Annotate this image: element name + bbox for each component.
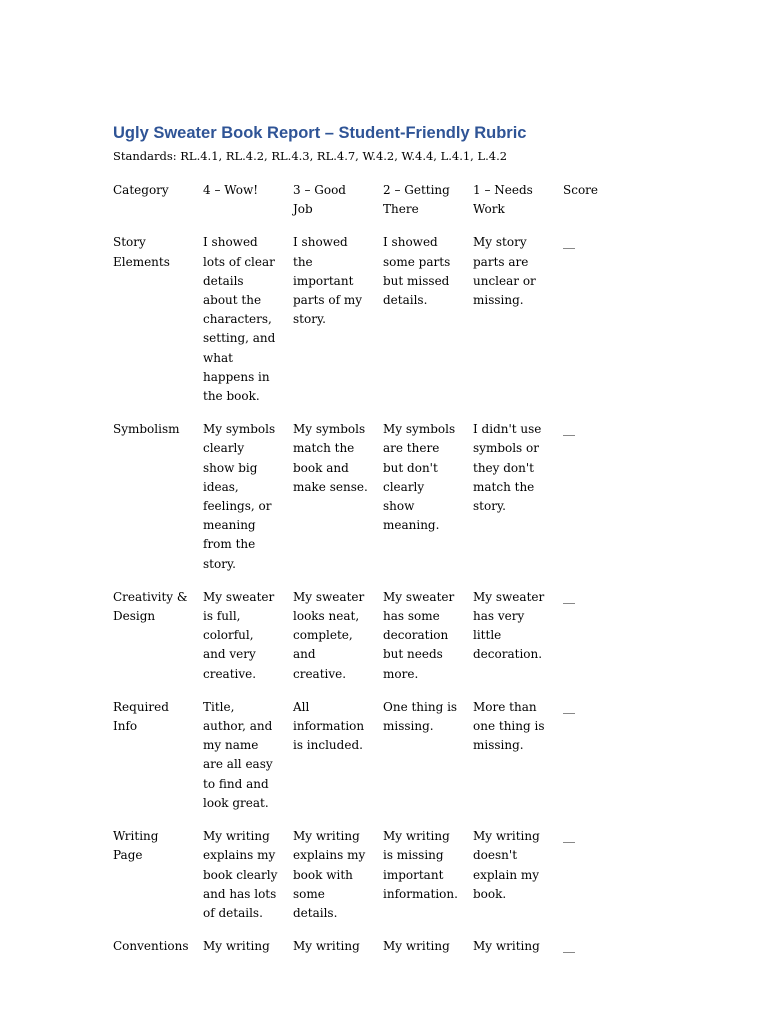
table-row <box>106 227 626 414</box>
document-title: Ugly Sweater Book Report – Student-Friendly Rubric <box>113 124 527 142</box>
level-1-cell: My sweater has very little decoration. <box>473 589 545 662</box>
level-2-cell: My sweater has some decoration but needs more. <box>383 589 455 681</box>
level-1-cell: My story parts are unclear or missing. <box>473 235 536 308</box>
level-4-cell: My sweater is full, colorful, and very creative. <box>203 589 275 681</box>
level-4-cell: My symbols clearly show big ideas, feelings, or meaning from the story. <box>203 422 276 571</box>
score-blank: __ <box>563 235 575 250</box>
table-row <box>106 931 626 964</box>
score-blank: __ <box>563 939 575 954</box>
category-cell: Story Elements <box>113 235 170 269</box>
category-cell: Writing Page <box>113 829 159 863</box>
level-3-cell: My sweater looks neat, complete, and creative. <box>293 589 365 681</box>
level-3-cell: My writing explains my book with some details. <box>293 829 366 920</box>
score-blank: __ <box>563 829 575 844</box>
level-2-cell: My symbols are there but don't clearly show meaning. <box>383 422 456 533</box>
score-blank: __ <box>563 589 575 604</box>
category-cell: Symbolism <box>113 422 180 437</box>
level-2-cell: My writing is missing important information. <box>383 829 458 901</box>
table-header-row <box>106 175 626 227</box>
level-2-cell: My writing <box>383 939 450 954</box>
header-score: Score <box>563 183 599 197</box>
level-3-cell: My symbols match the book and make sense. <box>293 422 368 494</box>
score-blank: __ <box>563 699 575 714</box>
category-cell: Creativity & Design <box>113 589 188 624</box>
level-1-cell: My writing <box>473 939 540 954</box>
table-row <box>106 414 626 582</box>
standards-line: Standards: RL.4.1, RL.4.2, RL.4.3, RL.4.7, W.4.2, W.4.4, L.4.1, L.4.2 <box>113 149 508 163</box>
level-3-cell: All information is included. <box>293 699 365 753</box>
header-level-1: 1 – Needs Work <box>473 183 533 217</box>
category-cell: Conventions <box>113 939 189 954</box>
rubric-table <box>106 175 626 964</box>
level-4-cell: My writing explains my book clearly and has lots of details. <box>203 829 278 920</box>
level-4-cell: Title, author, and my name are all easy to find and look great. <box>203 699 273 810</box>
level-1-cell: More than one thing is missing. <box>473 699 545 753</box>
table-row <box>106 582 626 692</box>
score-blank: __ <box>563 422 575 437</box>
level-4-cell: My writing <box>203 939 270 954</box>
header-level-4: 4 – Wow! <box>203 183 259 197</box>
header-category: Category <box>113 183 169 197</box>
level-1-cell: I didn't use symbols or they don't match the story. <box>473 422 542 514</box>
level-4-cell: I showed lots of clear details about the characters, setting, and what happens in the book. <box>203 235 276 404</box>
level-2-cell: I showed some parts but missed details. <box>383 235 451 308</box>
table-row <box>106 821 626 931</box>
level-3-cell: I showed the important parts of my story. <box>293 235 363 327</box>
table-row <box>106 692 626 821</box>
header-level-3: 3 – Good Job <box>293 183 346 217</box>
level-2-cell: One thing is missing. <box>383 699 458 734</box>
category-cell: Required Info <box>113 699 169 734</box>
level-1-cell: My writing doesn't explain my book. <box>473 829 540 901</box>
level-3-cell: My writing <box>293 939 360 954</box>
header-level-2: 2 – Getting There <box>383 183 450 217</box>
